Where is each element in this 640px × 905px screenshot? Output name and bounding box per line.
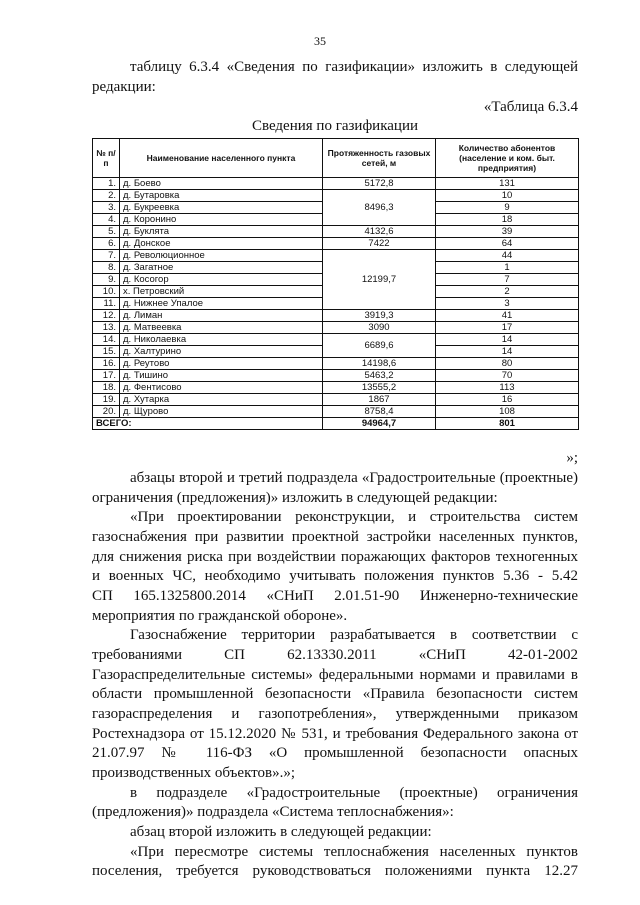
row-length: 6689,6 (323, 334, 436, 358)
table-row (93, 370, 579, 382)
row-length: 12199,7 (323, 250, 436, 310)
row-name: д. Бутаровка (120, 190, 323, 202)
paragraph-line: ограничения (предложения)» изложить в следующей редакции: (92, 490, 498, 506)
row-subscribers: 80 (436, 358, 579, 370)
paragraph-line: газоснабжения при развитии проектной застройки населенных пунктов, (92, 529, 578, 545)
row-name: х. Петровский (120, 286, 323, 298)
row-num: 20. (93, 406, 120, 418)
table-close-mark: »; (566, 450, 578, 466)
paragraph-line: Ростехнадзора от 15.12.2020 № 531, и требования Федерального закона от (92, 726, 578, 742)
table-row (93, 394, 579, 406)
row-name: д. Донское (120, 238, 323, 250)
paragraph-line: поселения, требуется руководствоваться положениями пункта 12.27 (92, 863, 578, 879)
row-length: 4132,6 (323, 226, 436, 238)
total-subscribers: 801 (436, 418, 579, 430)
total-length: 94964,7 (323, 418, 436, 430)
table-row (93, 310, 579, 322)
row-num: 15. (93, 346, 120, 358)
row-num: 9. (93, 274, 120, 286)
total-label: ВСЕГО: (93, 418, 323, 430)
row-subscribers: 41 (436, 310, 579, 322)
row-name: д. Буклята (120, 226, 323, 238)
row-name: д. Нижнее Упалое (120, 298, 323, 310)
row-subscribers: 113 (436, 382, 579, 394)
table-header-row (93, 139, 579, 178)
row-name: д. Реутово (120, 358, 323, 370)
paragraph-line: области промышленной безопасности «Правила безопасности систем (92, 686, 578, 702)
row-subscribers: 10 (436, 190, 579, 202)
table-row (93, 178, 579, 190)
paragraph-line: газораспределения и газопотребления», утвержденными приказом (92, 706, 578, 722)
row-length: 1867 (323, 394, 436, 406)
row-subscribers: 17 (436, 322, 579, 334)
row-subscribers: 9 (436, 202, 579, 214)
row-subscribers: 44 (436, 250, 579, 262)
row-subscribers: 131 (436, 178, 579, 190)
row-subscribers: 14 (436, 346, 579, 358)
row-name: д. Хутарка (120, 394, 323, 406)
row-num: 1. (93, 178, 120, 190)
paragraph-line: абзац второй изложить в следующей редакции: (130, 824, 432, 840)
row-num: 17. (93, 370, 120, 382)
row-length: 5172,8 (323, 178, 436, 190)
table-row (93, 226, 579, 238)
row-length: 3919,3 (323, 310, 436, 322)
row-subscribers: 16 (436, 394, 579, 406)
table-row (93, 406, 579, 418)
table-total-row (93, 418, 579, 430)
table-row (93, 322, 579, 334)
row-name: д. Тишино (120, 370, 323, 382)
table-row (93, 382, 579, 394)
row-length: 7422 (323, 238, 436, 250)
col-header-num: № п/п (93, 139, 120, 178)
row-num: 2. (93, 190, 120, 202)
row-num: 18. (93, 382, 120, 394)
col-header-subscribers: Количество абонентов (население и ком. быт. предприятия) (436, 139, 579, 178)
row-num: 12. (93, 310, 120, 322)
paragraph-line: мероприятия по гражданской обороне». (92, 608, 348, 624)
row-num: 7. (93, 250, 120, 262)
row-subscribers: 18 (436, 214, 579, 226)
intro-line: таблицу 6.3.4 «Сведения по газификации» изложить в следующей (130, 59, 578, 75)
row-subscribers: 3 (436, 298, 579, 310)
table-row (93, 238, 579, 250)
row-subscribers: 14 (436, 334, 579, 346)
row-name: д. Халтурино (120, 346, 323, 358)
paragraph-line: требованиями СП 62.13330.2011 «СНиП 42-01-2002 (92, 647, 578, 663)
paragraph-line: «При проектировании реконструкции, и строительства систем (130, 509, 578, 525)
row-num: 6. (93, 238, 120, 250)
row-length: 8758,4 (323, 406, 436, 418)
paragraph-line: и военных ЧС, необходимо учитывать положения пунктов 5.36 - 5.42 (92, 568, 578, 584)
row-num: 8. (93, 262, 120, 274)
row-name: д. Матвеевка (120, 322, 323, 334)
row-subscribers: 70 (436, 370, 579, 382)
row-length: 5463,2 (323, 370, 436, 382)
row-length: 3090 (323, 322, 436, 334)
row-name: д. Букреевка (120, 202, 323, 214)
table-row (93, 358, 579, 370)
row-num: 13. (93, 322, 120, 334)
paragraph-line: для снижения риска при воздействии поражающих факторов техногенных (92, 549, 578, 565)
row-length: 14198,6 (323, 358, 436, 370)
paragraph-line: 21.07.97 № 116-ФЗ «О промышленной безопасности опасных (92, 745, 578, 761)
paragraph-line: Газораспределительные системы» федеральными нормами и правилами в (92, 667, 578, 683)
page-number: 35 (314, 34, 326, 48)
row-subscribers: 64 (436, 238, 579, 250)
paragraph-line: производственных объектов».»; (92, 765, 296, 781)
table-title: Сведения по газификации (251, 118, 419, 134)
row-name: д. Косогор (120, 274, 323, 286)
paragraph-line: «При пересмотре системы теплоснабжения населенных пунктов (130, 844, 578, 860)
row-name: д. Николаевка (120, 334, 323, 346)
row-subscribers: 1 (436, 262, 579, 274)
row-length: 8496,3 (323, 190, 436, 226)
row-num: 14. (93, 334, 120, 346)
row-name: д. Коронино (120, 214, 323, 226)
row-name: д. Боево (120, 178, 323, 190)
col-header-length: Протяженность газовых сетей, м (323, 139, 436, 178)
row-subscribers: 108 (436, 406, 579, 418)
table-row (93, 334, 579, 346)
gasification-table (92, 138, 579, 430)
intro-line: редакции: (92, 79, 156, 95)
row-num: 5. (93, 226, 120, 238)
row-subscribers: 39 (436, 226, 579, 238)
table-row (93, 250, 579, 262)
paragraph-line: СП 165.1325800.2014 «СНиП 2.01.51-90 Инженерно-технические (92, 588, 578, 604)
paragraph-line: (предложения)» подраздела «Система теплоснабжения»: (92, 804, 454, 820)
row-name: д. Лиман (120, 310, 323, 322)
row-num: 16. (93, 358, 120, 370)
row-num: 4. (93, 214, 120, 226)
row-num: 3. (93, 202, 120, 214)
table-label: «Таблица 6.3.4 (483, 99, 578, 115)
col-header-name: Наименование населенного пункта (120, 139, 323, 178)
row-num: 11. (93, 298, 120, 310)
table-row (93, 190, 579, 202)
row-name: д. Фентисово (120, 382, 323, 394)
row-name: д. Революционное (120, 250, 323, 262)
row-num: 19. (93, 394, 120, 406)
row-name: д. Щурово (120, 406, 323, 418)
paragraph-line: в подразделе «Градостроительные (проектные) ограничения (130, 785, 578, 801)
row-subscribers: 2 (436, 286, 579, 298)
row-subscribers: 7 (436, 274, 579, 286)
row-length: 13555,2 (323, 382, 436, 394)
paragraph-line: абзацы второй и третий подраздела «Градостроительные (проектные) (130, 470, 578, 486)
row-num: 10. (93, 286, 120, 298)
paragraph-line: Газоснабжение территории разрабатывается в соответствии с (130, 627, 578, 643)
row-name: д. Загатное (120, 262, 323, 274)
